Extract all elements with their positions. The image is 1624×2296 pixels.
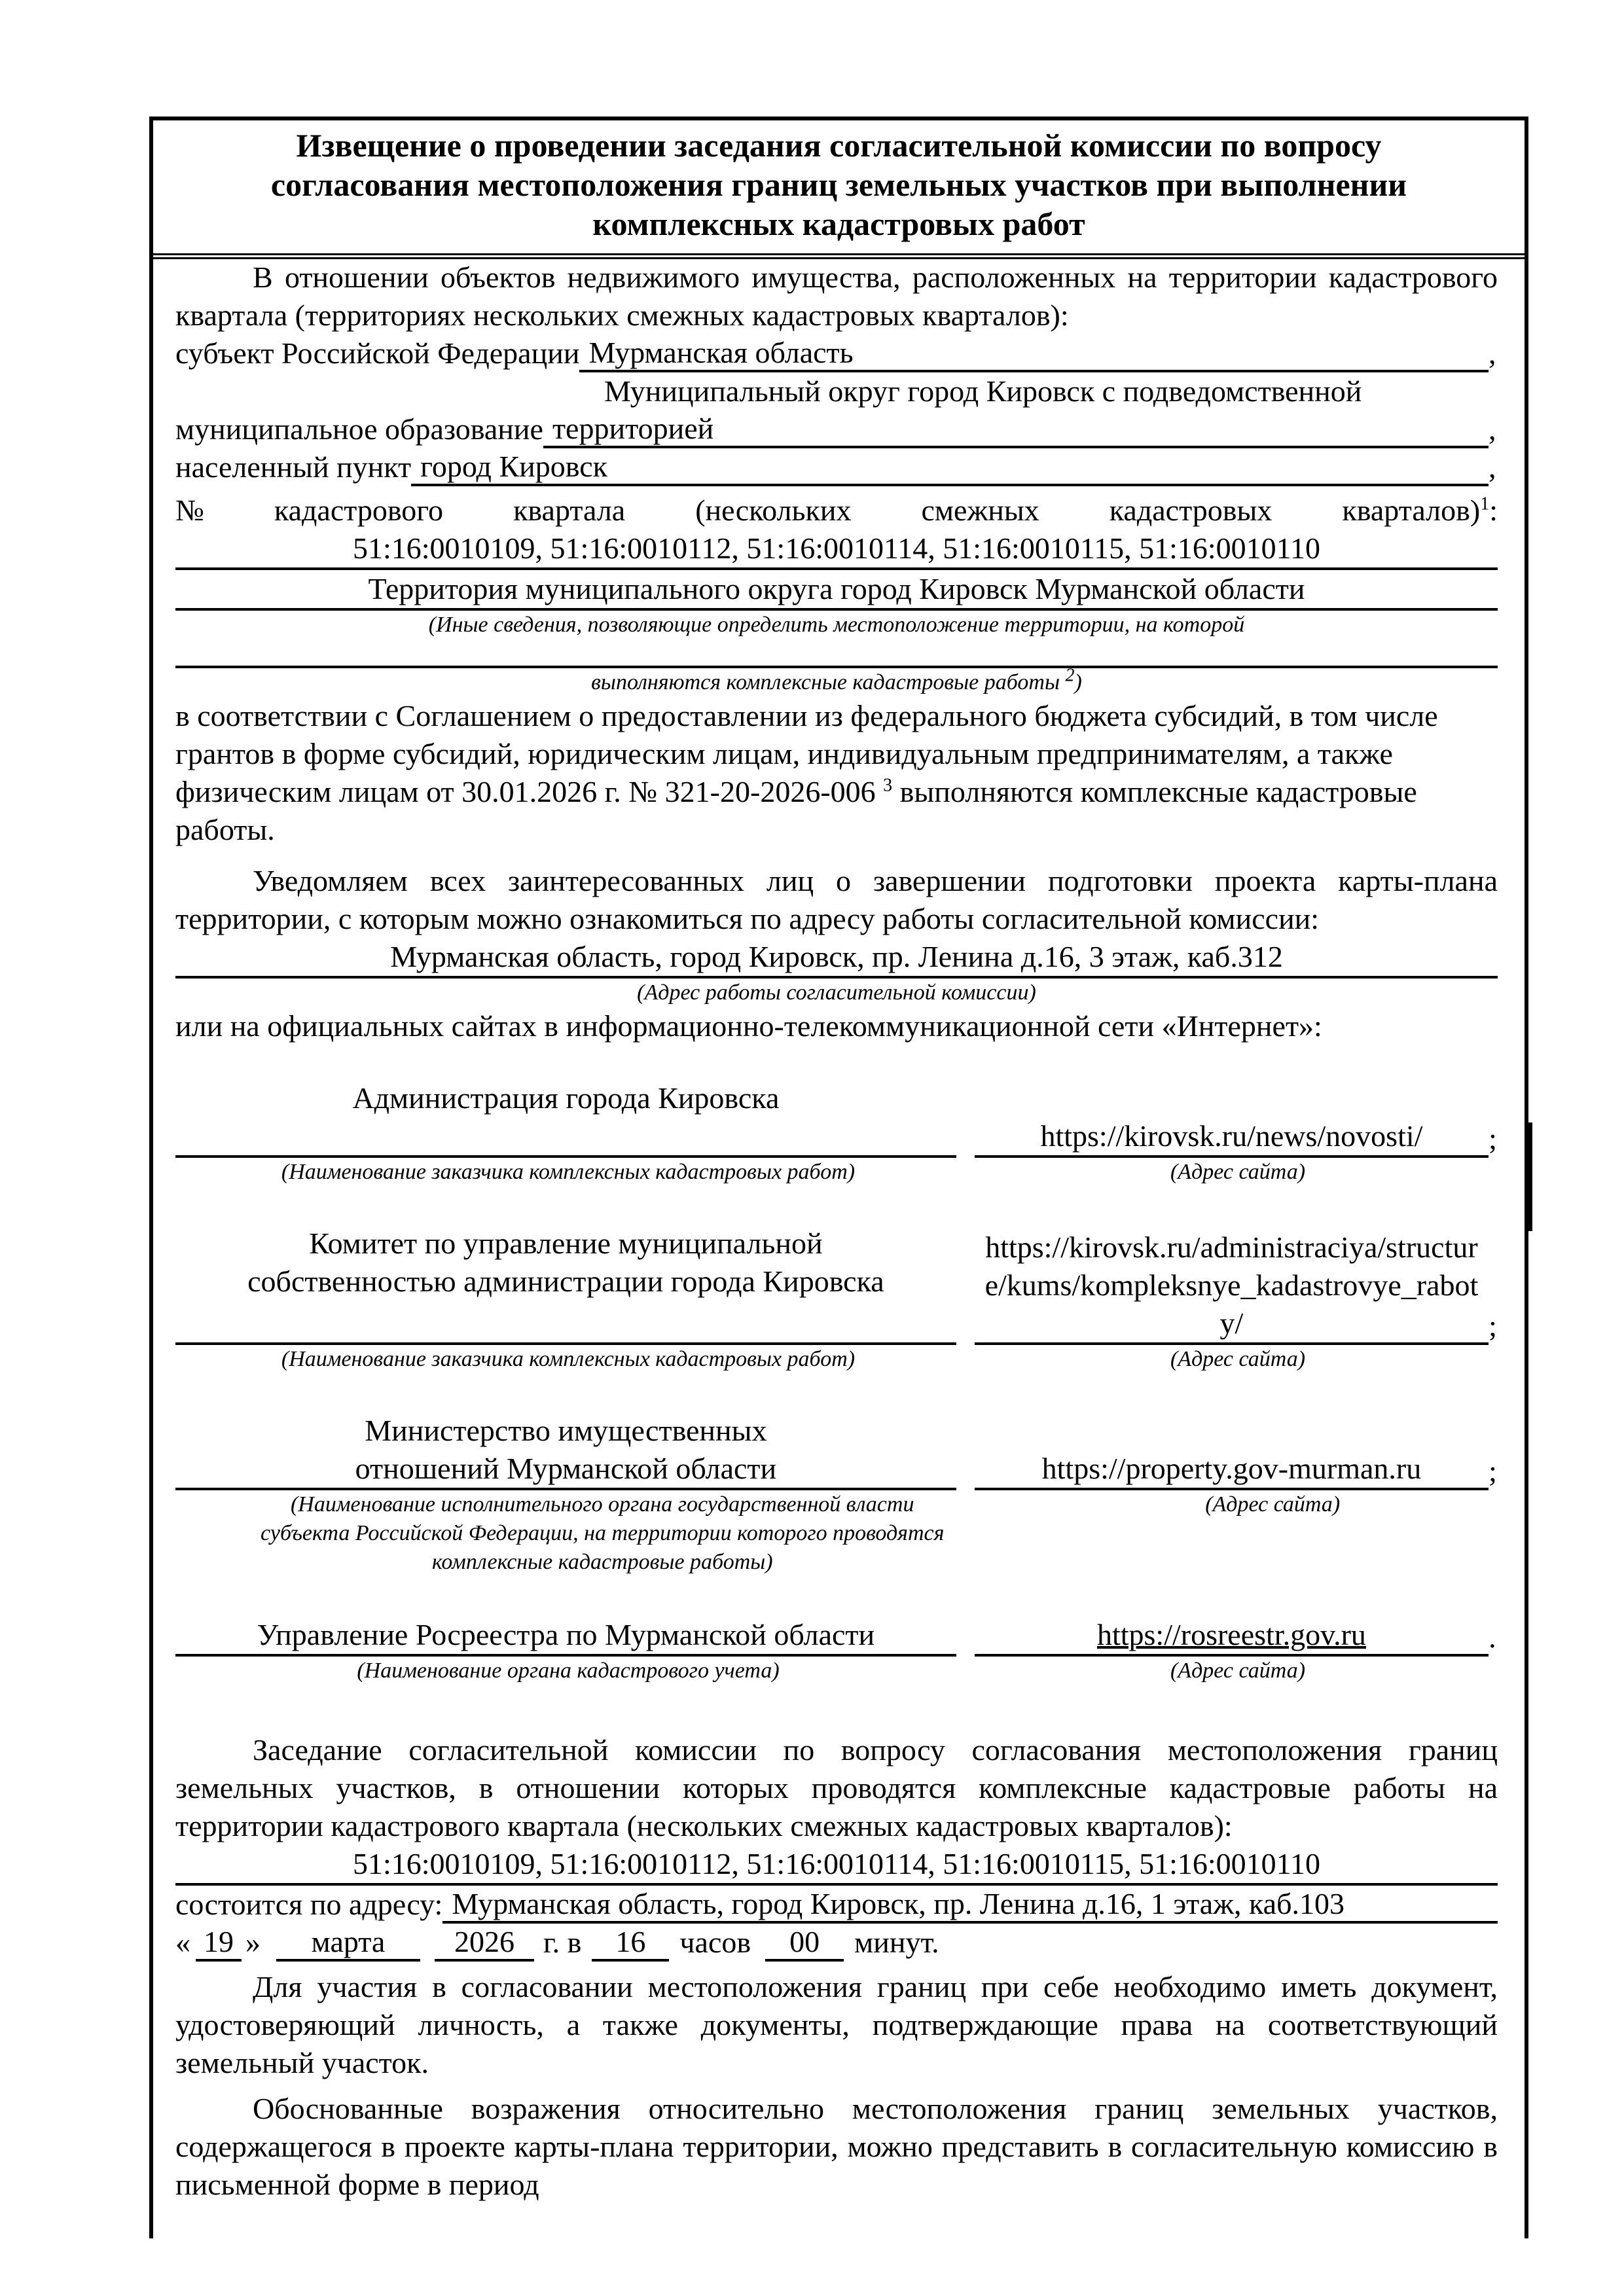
site-cadastral-body-name: Управление Росреестра по Мурманской области [257, 1618, 875, 1651]
title-line-2: согласования местоположения границ земельных участков при выполнении [270, 166, 1407, 203]
site-end-mark: ; [1489, 1122, 1497, 1155]
site-end-mark: . [1489, 1621, 1496, 1654]
site-captions [175, 1490, 1498, 1577]
site-url-caption: (Адрес сайта) [1170, 1659, 1306, 1683]
site-url-column [975, 1229, 1489, 1345]
site-end-mark: ; [1489, 1309, 1497, 1342]
quarters-label-word: кадастрового [274, 493, 444, 527]
meeting-address-field [175, 1886, 1498, 1924]
site-url-column [975, 1117, 1489, 1158]
quarters-label-word: (нескольких [695, 493, 852, 527]
municipality-value-line2: территорией [543, 412, 1489, 448]
meeting-minute: 00 [765, 1925, 844, 1962]
quote-open: « [175, 1926, 190, 1959]
quarters-label-word: квартала [513, 493, 626, 527]
site-customer-name: Комитет по управление муниципальной собственностью администрации города Кировска [247, 1227, 884, 1298]
site-url-column [975, 1616, 1489, 1657]
meeting-address-value: Мурманская область, город Кировск, пр. Ленина д.16, 1 этаж, каб.103 [442, 1887, 1498, 1924]
quarters-label-colon: : [1489, 493, 1498, 527]
territory-extra-line [175, 639, 1498, 668]
meeting-month: марта [276, 1925, 420, 1962]
site-name-column [175, 1616, 956, 1657]
minute-label: минут. [854, 1926, 939, 1959]
site-url-link[interactable]: https://kirovsk.ru/administraciya/structure/kums/kompleksnye_kadastrovye_raboty/ [984, 1230, 1479, 1340]
site-entry [175, 1412, 1498, 1490]
site-end-mark: ; [1489, 1454, 1497, 1488]
settlement-comma: , [1489, 450, 1496, 484]
site-captions [175, 1657, 1498, 1685]
agreement-text: в соответствии с Соглашением о предоставлении из федерального бюджета субсидий, в том числе грантов в форме субсидий, юридическим лицам, индивидуальным предпринимателям, а также физическим лицам от 30.01.2026 г. № 321-20-2026-006 [175, 699, 1438, 808]
meeting-hour: 16 [592, 1925, 669, 1962]
quarters-label-word: кварталов) [1342, 493, 1481, 527]
meeting-year: 2026 [435, 1925, 534, 1962]
quarters-value: 51:16:0010109, 51:16:0010112, 51:16:0010114, 51:16:0010115, 51:16:0010110 [175, 529, 1498, 570]
title-box [149, 117, 1528, 255]
site-url-column [975, 1450, 1489, 1490]
page-title [149, 126, 1528, 243]
site-name-caption: (Наименование органа кадастрового учета) [357, 1659, 780, 1683]
meeting-datetime [175, 1924, 1498, 1962]
municipality-label: муниципальное образование [175, 412, 543, 446]
site-entry [175, 1616, 1498, 1657]
site-url-caption: (Адрес сайта) [1205, 1492, 1341, 1516]
hour-label: часов [679, 1926, 751, 1959]
sites-intro: или на официальных сайтах в информационно-телекоммуникационной сети «Интернет»: [175, 1009, 1322, 1043]
territory-caption-line1: (Иные сведения, позволяющие определить местоположение территории, на которой [428, 613, 1245, 637]
subject-value: Мурманская область [579, 336, 1489, 372]
site-name-rule [175, 1117, 956, 1158]
subject-comma: , [1489, 336, 1496, 370]
site-entry [175, 1225, 1498, 1345]
meeting-day: 19 [196, 1925, 242, 1962]
quote-close: » [245, 1926, 261, 1959]
site-executive-body-name: Министерство имущественных отношений Мурманской области [355, 1414, 777, 1485]
title-line-1: Извещение о проведении заседания согласительной комиссии по вопросу [296, 127, 1382, 164]
quarters-label [175, 492, 1498, 529]
quarters-label-word: № [175, 493, 204, 527]
settlement-field [175, 448, 1498, 486]
subject-field [175, 334, 1498, 372]
quarters-label-last [1342, 492, 1498, 529]
territory-caption-end: ) [1074, 670, 1082, 694]
site-captions [175, 1345, 1498, 1374]
site-captions [175, 1158, 1498, 1187]
site-name-caption: (Наименование исполнительного органа государственной власти субъекта Российской Федерации, на территории которого проводятся комплексные кадастровые работы) [261, 1492, 945, 1574]
municipality-value-line1-row [175, 372, 1498, 410]
territory-caption-line2 [175, 665, 1498, 697]
site-name-caption: (Наименование заказчика комплексных кадастровых работ) [281, 1160, 856, 1184]
intro-paragraph: В отношении объектов недвижимого имущества, расположенных на территории кадастрового квартала (территориях нескольких смежных кадастровых кварталов): [175, 260, 1498, 332]
commission-address-caption: (Адрес работы согласительной комиссии) [637, 980, 1036, 1005]
site-name-caption: (Наименование заказчика комплексных кадастровых работ) [281, 1347, 856, 1371]
agreement-text-end: выполняются комплексные кадастровые работы. [175, 775, 1417, 846]
notice-paragraph: Уведомляем всех заинтересованных лиц о завершении подготовки проекта карты-плана территории, с которым можно ознакомиться по адресу работы согласительной комиссии: [175, 864, 1498, 935]
footnote-ref-3: 3 [883, 775, 893, 796]
site-url-link[interactable]: https://kirovsk.ru/news/novosti/ [1040, 1119, 1423, 1153]
commission-address-value: Мурманская область, город Кировск, пр. Ленина д.16, 3 этаж, каб.312 [175, 938, 1498, 978]
title-line-3: комплексных кадастровых работ [592, 206, 1085, 242]
municipality-field [175, 410, 1498, 448]
quarters-label-word: кадастровых [1109, 493, 1272, 527]
territory-value: Территория муниципального округа город Кировск Мурманской области [175, 570, 1498, 611]
footnote-ref-1: 1 [1480, 493, 1490, 514]
site-name-column [175, 1079, 956, 1158]
agreement-paragraph [175, 697, 1498, 849]
participation-paragraph: Для участия в согласовании местоположения границ при себе необходимо иметь документ, удостоверяющий личность, а также документы, подтверждающие права на соответствующий земельный участок. [175, 1970, 1498, 2079]
objections-paragraph: Обоснованные возражения относительно местоположения границ земельных участков, содержащегося в проекте карты-плана территории, можно представить в согласительную комиссию в письменной форме в период [175, 2092, 1498, 2201]
meeting-paragraph: Заседание согласительной комиссии по вопросу согласования местоположения границ земельных участков, в отношении которых проводятся комплексные кадастровые работы на территории кадастрового квартала (нескольких смежных кадастровых кварталов): [175, 1733, 1498, 1842]
document-body [175, 259, 1498, 2204]
site-url-link[interactable]: https://property.gov-murman.ru [1041, 1452, 1422, 1485]
municipality-comma: , [1489, 412, 1496, 446]
site-url-link[interactable]: https://rosreestr.gov.ru [1096, 1618, 1366, 1651]
site-entry [175, 1079, 1498, 1158]
site-name-column [175, 1412, 956, 1490]
site-url-caption: (Адрес сайта) [1170, 1160, 1306, 1184]
subject-label: субъект Российской Федерации [175, 336, 580, 370]
territory-caption-text: выполняются комплексные кадастровые работы [591, 670, 1060, 694]
footnote-ref-2: 2 [1065, 665, 1075, 686]
meeting-address-label: состоится по адресу: [175, 1888, 443, 1921]
site-customer-name: Администрация города Кировска [352, 1081, 780, 1115]
settlement-label: населенный пункт [175, 450, 412, 484]
site-url-caption: (Адрес сайта) [1170, 1347, 1306, 1371]
site-name-column [175, 1225, 956, 1345]
year-suffix: г. в [543, 1926, 582, 1959]
municipality-value-line1: Муниципальный округ город Кировск с подведомственной [604, 374, 1362, 408]
quarters-label-word: смежных [921, 493, 1039, 527]
settlement-value: город Кировск [411, 450, 1489, 486]
meeting-quarters-value: 51:16:0010109, 51:16:0010112, 51:16:0010114, 51:16:0010115, 51:16:0010110 [175, 1845, 1498, 1886]
margin-mark [1525, 1122, 1532, 1231]
